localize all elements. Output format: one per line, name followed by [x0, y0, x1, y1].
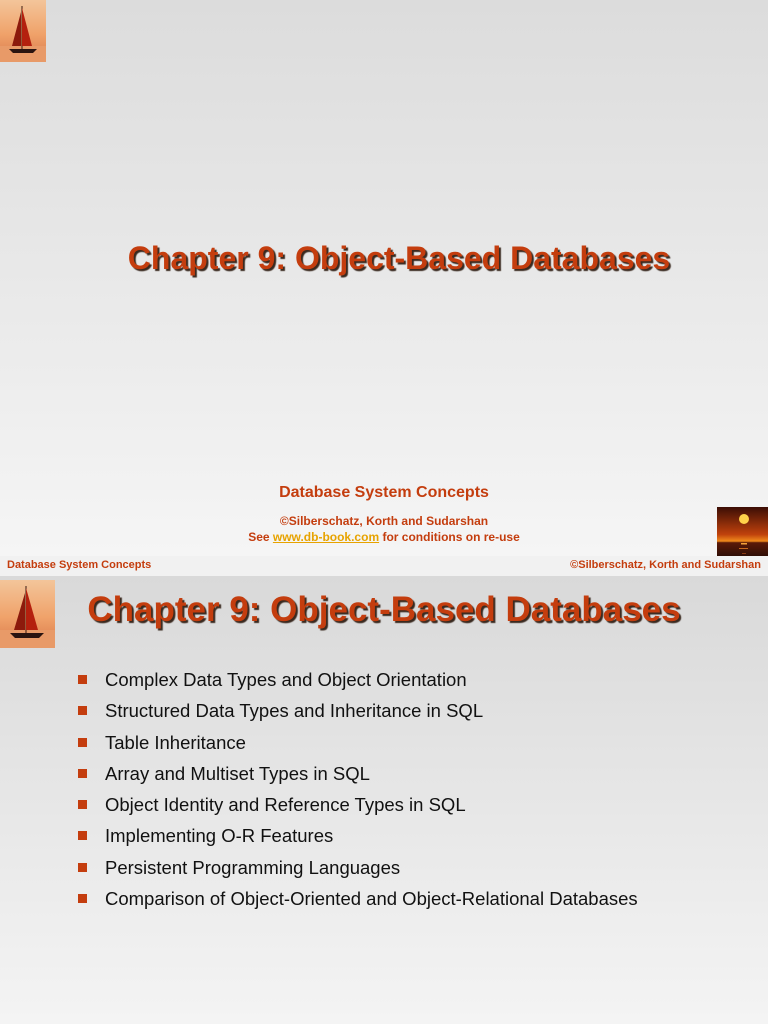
- list-item-text: Structured Data Types and Inheritance in SQL: [105, 700, 484, 722]
- copyright-text: ©Silberschatz, Korth and Sudarshan: [279, 514, 489, 528]
- square-bullet-icon: [78, 675, 87, 684]
- slide-title: Chapter 9: Object-Based Databases: [87, 590, 681, 629]
- outline-slide: [0, 576, 768, 1024]
- list-item: [78, 793, 638, 824]
- list-item: [78, 668, 638, 699]
- square-bullet-icon: [78, 800, 87, 809]
- square-bullet-icon: [78, 769, 87, 778]
- footer-right: ©Silberschatz, Korth and Sudarshan: [570, 559, 761, 571]
- square-bullet-icon: [78, 894, 87, 903]
- reuse-suffix: for conditions on re-use: [379, 530, 520, 544]
- square-bullet-icon: [78, 863, 87, 872]
- list-item-text: Persistent Programming Languages: [105, 856, 401, 878]
- list-item-text: Complex Data Types and Object Orientation: [105, 669, 467, 690]
- sunset-image: [717, 507, 768, 562]
- list-item-text: Array and Multiset Types in SQL: [105, 762, 370, 784]
- list-item-text: Object Identity and Reference Types in SQL: [105, 794, 466, 816]
- list-item: [78, 887, 638, 918]
- footer-left: Database System Concepts: [7, 559, 152, 571]
- topic-list: [78, 668, 638, 918]
- sailboat-image: [0, 0, 46, 62]
- book-title: Database System Concepts: [279, 484, 489, 501]
- list-item: [78, 762, 638, 793]
- list-item: [78, 856, 638, 887]
- list-item: [78, 824, 638, 855]
- square-bullet-icon: [78, 706, 87, 715]
- list-item-text: Table Inheritance: [105, 731, 246, 753]
- square-bullet-icon: [78, 831, 87, 840]
- db-book-link[interactable]: www.db-book.com: [272, 530, 380, 544]
- list-item-text: Comparison of Object-Oriented and Object-Relational Databases: [105, 888, 638, 910]
- reuse-prefix: See: [248, 530, 273, 544]
- reuse-notice: [0, 530, 768, 544]
- square-bullet-icon: [78, 738, 87, 747]
- list-item-text: Implementing O-R Features: [105, 825, 334, 847]
- list-item: [78, 699, 638, 730]
- slide-title: Chapter 9: Object-Based Databases: [127, 240, 671, 276]
- list-item: [78, 731, 638, 762]
